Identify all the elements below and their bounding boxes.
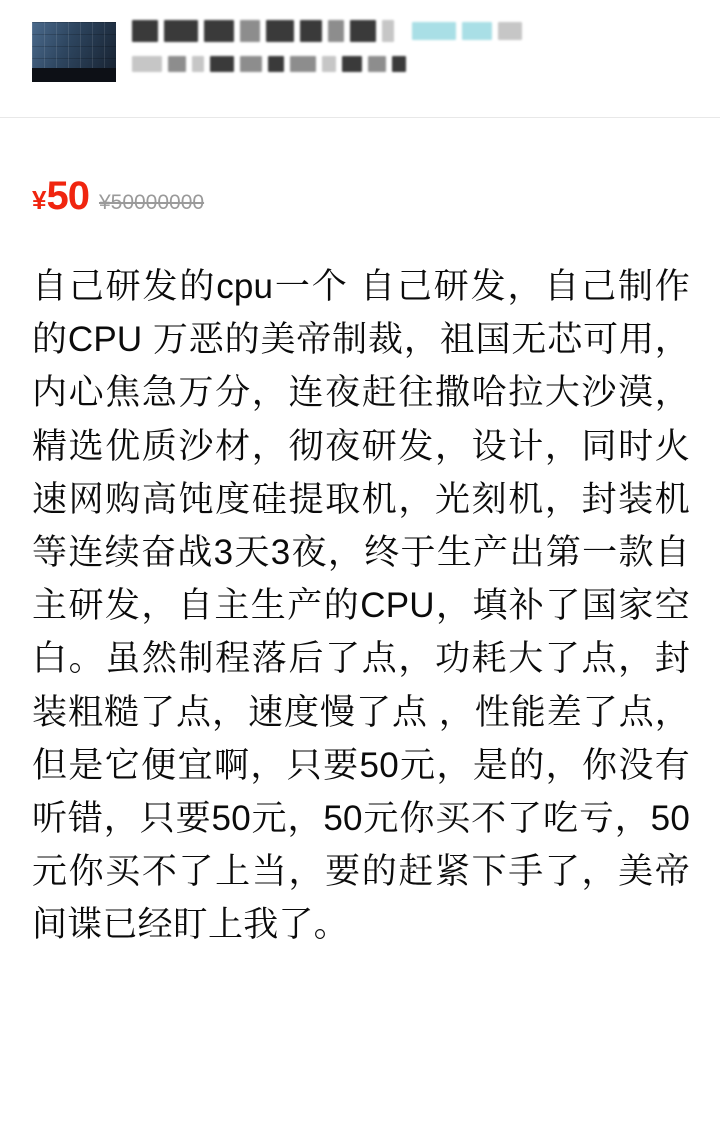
seller-subtitle-masked — [132, 56, 694, 72]
price-current: 50 — [46, 174, 89, 218]
mosaic-block — [328, 20, 344, 42]
price-original: ¥50000000 — [98, 191, 205, 214]
mosaic-block — [350, 20, 376, 42]
mosaic-block — [342, 56, 362, 72]
mosaic-block — [132, 56, 162, 72]
mosaic-block — [240, 56, 262, 72]
price-row — [0, 118, 720, 216]
mosaic-block — [240, 20, 260, 42]
seller-info — [132, 18, 694, 72]
mosaic-tag-block — [498, 22, 522, 40]
mosaic-tag-block — [412, 22, 456, 40]
mosaic-block — [290, 56, 316, 72]
mosaic-block — [268, 56, 284, 72]
mosaic-block — [192, 56, 204, 72]
mosaic-block — [266, 20, 294, 42]
avatar[interactable] — [32, 22, 116, 82]
mosaic-block — [168, 56, 186, 72]
listing-description: 自己研发的cpu一个 自己研发，自己制作的CPU 万恶的美帝制裁，祖国无芯可用，内心焦急万分，连夜赶往撒哈拉大沙漠，精选优质沙材，彻夜研发，设计，同时火速网购高饨度硅提取机，光刻机，封装机等连续奋战3天3夜，终于生产出第一款自主研发，自主生产的CPU，填补了国家空白。虽然制程落后了点，功耗大了点，封装粗糙了点，速度慢了点 ，性能差了点，但是它便宜啊，只要50元，是的，你没有听错，只要50元，50元你买不了吃亏，50元你买不了上当，要的赶紧下手了，美帝间谍已经盯上我了。 — [32, 267, 690, 945]
mosaic-block — [368, 56, 386, 72]
mosaic-block — [392, 56, 406, 72]
mosaic-block — [322, 56, 336, 72]
mosaic-block — [382, 20, 394, 42]
price-currency-symbol: ¥ — [32, 185, 47, 215]
mosaic-block — [204, 20, 234, 42]
seller-header-row — [32, 18, 694, 82]
mosaic-block — [210, 56, 234, 72]
mosaic-tag-block — [462, 22, 492, 40]
mosaic-block — [164, 20, 198, 42]
mosaic-block — [300, 20, 322, 42]
seller-header — [0, 0, 720, 118]
mosaic-block — [132, 20, 158, 42]
seller-name-masked[interactable] — [132, 20, 694, 42]
